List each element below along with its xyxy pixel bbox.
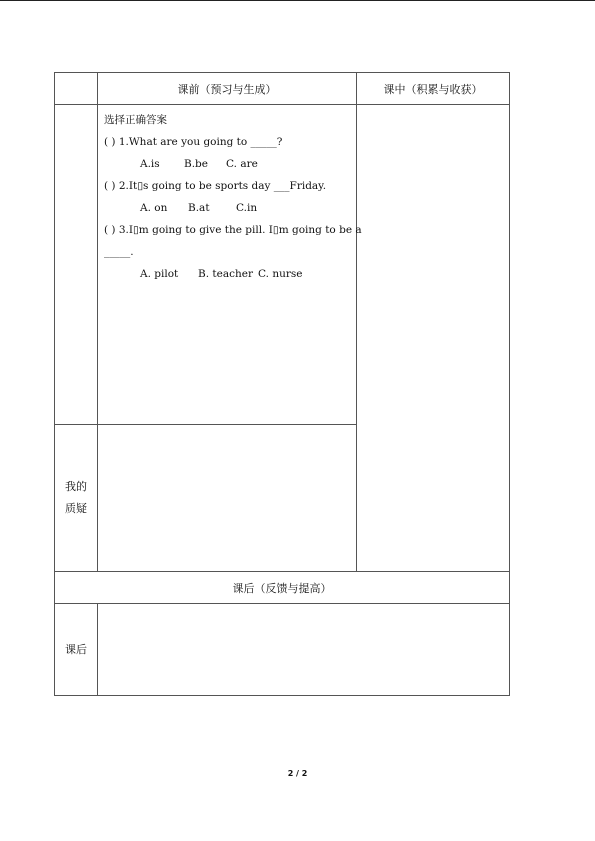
doubt-label xyxy=(55,425,98,572)
option: C. nurse xyxy=(258,268,303,280)
header-after-class: 课后（反馈与提高） xyxy=(55,572,510,604)
option: A. pilot xyxy=(140,268,179,280)
notes-cell xyxy=(357,105,510,572)
after-class-label: 课后 xyxy=(55,604,98,696)
question-3-blank: _____. xyxy=(104,246,134,258)
question-1-text: ( ) 1.What are you going to _____? xyxy=(104,136,283,148)
header-before-class: 课前（预习与生成） xyxy=(98,73,357,105)
lesson-worksheet-table xyxy=(54,72,510,696)
doubt-label-line-1: 我的 xyxy=(65,480,87,493)
doubt-answer-cell xyxy=(98,425,357,572)
question-2 xyxy=(104,175,350,197)
exercise-cell xyxy=(98,105,362,425)
option: C. are xyxy=(226,158,258,170)
blank-corner-cell xyxy=(55,73,98,105)
option: B. teacher xyxy=(198,268,253,280)
blank-side-cell xyxy=(55,105,98,425)
doubt-label-line-2: 质疑 xyxy=(65,502,87,515)
page-number: 2 / 2 xyxy=(287,769,308,778)
option: C.in xyxy=(236,202,258,214)
option: B.be xyxy=(184,158,208,170)
after-class-cell xyxy=(98,604,510,696)
header-during-class: 课中（积累与收获） xyxy=(357,73,510,105)
top-border-line xyxy=(0,0,595,1)
exercise-title: 选择正确答案 xyxy=(104,114,167,126)
option: B.at xyxy=(188,202,210,214)
question-3-text: ( ) 3.I▯m going to give the pill. I▯m going to be a xyxy=(104,224,362,236)
option: A.is xyxy=(140,158,160,170)
question-2-text: ( ) 2.It▯s going to be sports day ___Friday. xyxy=(104,180,327,192)
question-3-options xyxy=(104,263,350,285)
option: A. on xyxy=(140,202,168,214)
question-1 xyxy=(104,131,350,153)
question-2-options xyxy=(104,197,350,219)
question-3 xyxy=(104,219,362,241)
question-1-options xyxy=(104,153,350,175)
